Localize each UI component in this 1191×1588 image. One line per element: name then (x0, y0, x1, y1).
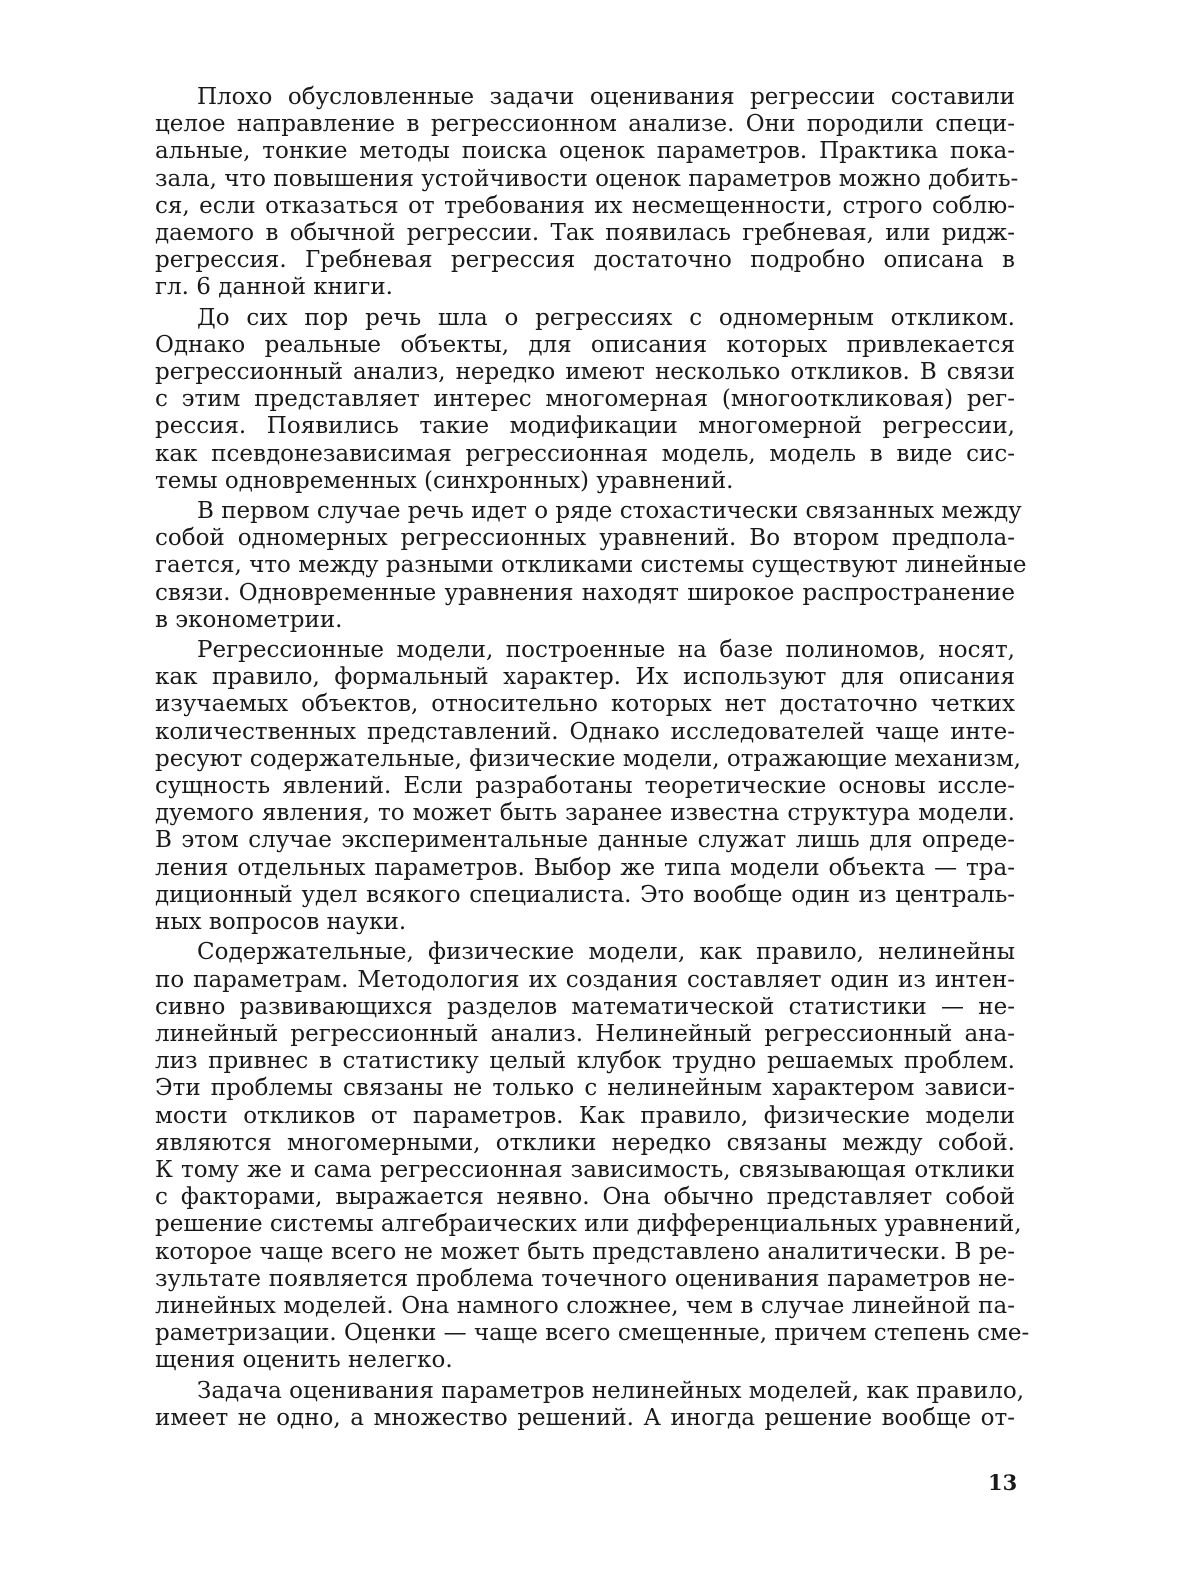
text-line: мости откликов от параметров. Как правило, физические модели (155, 1102, 1015, 1129)
text-line: сущность явлений. Если разработаны теоретические основы иссле- (155, 773, 1015, 800)
text-line: ся, если отказаться от требования их несмещенности, строго соблю- (155, 192, 1015, 219)
page-number: 13 (988, 1470, 1018, 1495)
text-line: с факторами, выражается неявно. Она обычно представляет собой (155, 1184, 1015, 1211)
text-line: как псевдонезависимая регрессионная модель, модель в виде сис- (155, 440, 1015, 467)
text-line: регрессионный анализ, нередко имеют несколько откликов. В связи (155, 359, 1015, 386)
text-line: К тому же и сама регрессионная зависимость, связывающая отклики (155, 1156, 1015, 1183)
text-line: Задача оценивания параметров нелинейных моделей, как правило, (197, 1377, 1025, 1404)
text-line: имеет не одно, а множество решений. А иногда решение вообще от- (155, 1404, 1015, 1431)
text-line: ления отдельных параметров. Выбор же типа модели объекта — тра- (155, 854, 1015, 881)
paragraph (155, 498, 1027, 634)
text-line: линейный регрессионный анализ. Нелинейный регрессионный ана- (155, 1020, 1015, 1047)
text-line: щения оценить нелегко. (155, 1347, 453, 1374)
text-line: Содержательные, физические модели, как правило, нелинейны (197, 939, 1015, 966)
text-line: гается, что между разными откликами системы существуют линейные (155, 552, 1027, 579)
text-line: До сих пор речь шла о регрессиях с одномерным откликом. (197, 304, 1015, 331)
text-line: количественных представлений. Однако исследователей чаще инте- (155, 718, 1015, 745)
text-line: по параметрам. Методология их создания составляет один из интен- (155, 966, 1015, 993)
paragraph (155, 939, 1030, 1374)
text-line: как правило, формальный характер. Их используют для описания (155, 664, 1015, 691)
text-line: в эконометрии. (155, 606, 343, 633)
paragraph (155, 637, 1021, 936)
text-line: ных вопросов науки. (155, 909, 407, 936)
text-line: Эти проблемы связаны не только с нелинейным характером зависи- (155, 1075, 1015, 1102)
body-text (155, 84, 1030, 1435)
text-line: диционный удел всякого специалиста. Это вообще один из централь- (155, 881, 1015, 908)
text-line: гл. 6 данной книги. (155, 274, 393, 301)
text-line: регрессия. Гребневая регрессия достаточно подробно описана в (155, 247, 1015, 274)
text-line: Регрессионные модели, построенные на базе полиномов, носят, (197, 637, 1015, 664)
text-line: зала, что повышения устойчивости оценок параметров можно добить- (155, 165, 1019, 192)
text-line: В первом случае речь идет о ряде стохастически связанных между (197, 498, 1022, 525)
text-line: раметризации. Оценки — чаще всего смещенные, причем степень сме- (155, 1320, 1030, 1347)
text-line: дуемого явления, то может быть заранее известна структура модели. (155, 800, 1015, 827)
paragraph (155, 84, 1019, 302)
text-line: зультате появляется проблема точечного оценивания параметров не- (155, 1265, 1015, 1292)
text-line: линейных моделей. Она намного сложнее, чем в случае линейной па- (155, 1292, 1015, 1319)
text-line: лиз привнес в статистику целый клубок трудно решаемых проблем. (155, 1048, 1015, 1075)
text-line: Однако реальные объекты, для описания которых привлекается (155, 331, 1015, 358)
text-line: которое чаще всего не может быть представлено аналитически. В ре- (155, 1238, 1015, 1265)
text-line: являются многомерными, отклики нередко связаны между собой. (155, 1129, 1015, 1156)
text-line: сивно развивающихся разделов математической статистики — не- (155, 993, 1015, 1020)
paragraph (155, 1377, 1025, 1432)
text-line: даемого в обычной регрессии. Так появилась гребневая, или ридж- (155, 220, 1015, 247)
text-line: альные, тонкие методы поиска оценок параметров. Практика пока- (155, 138, 1015, 165)
text-line: темы одновременных (синхронных) уравнений. (155, 467, 734, 494)
text-line: В этом случае экспериментальные данные служат лишь для опреде- (155, 827, 1015, 854)
text-line: ресуют содержательные, физические модели, отражающие механизм, (155, 745, 1021, 772)
text-line: с этим представляет интерес многомерная (многооткликовая) рег- (155, 386, 1015, 413)
text-line: рессия. Появились такие модификации многомерной регрессии, (155, 413, 1015, 440)
text-line: связи. Одновременные уравнения находят широкое распространение (155, 579, 1015, 606)
text-line: изучаемых объектов, относительно которых нет достаточно четких (155, 691, 1015, 718)
text-line: Плохо обусловленные задачи оценивания регрессии составили (197, 84, 1015, 110)
text-line: целое направление в регрессионном анализе. Они породили специ- (155, 111, 1015, 138)
paragraph (155, 305, 1015, 495)
text-line: решение системы алгебраических или дифференциальных уравнений, (155, 1211, 1022, 1238)
text-line: собой одномерных регрессионных уравнений. Во втором предпола- (155, 525, 1015, 552)
